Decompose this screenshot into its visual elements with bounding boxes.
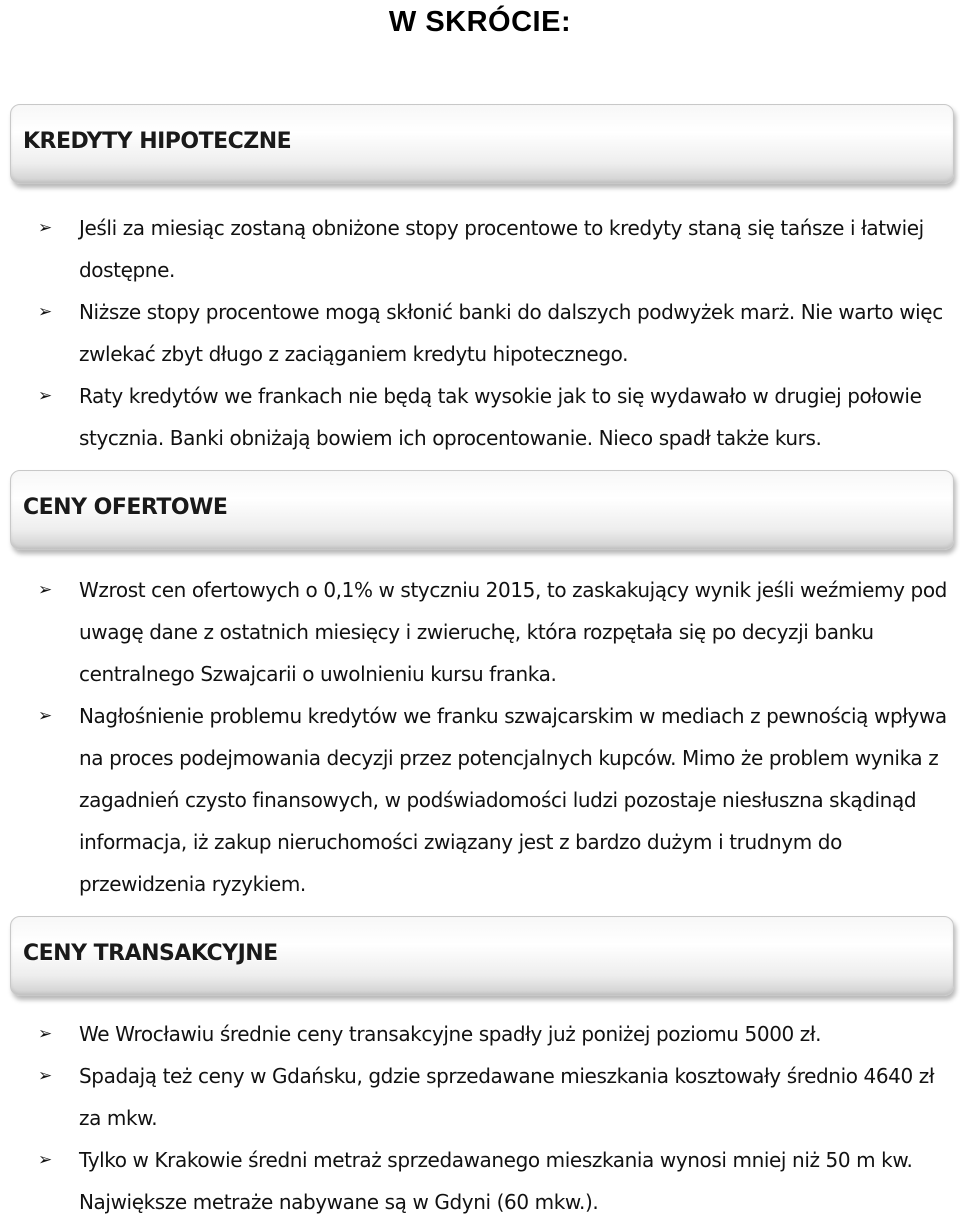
bullet-list-kredyty-hipoteczne	[38, 207, 958, 459]
list-item-text: Jeśli za miesiąc zostaną obniżone stopy procentowe to kredyty staną się tańsze i łatwiej dostępne.	[79, 216, 924, 282]
section-header-ceny-transakcyjne	[10, 916, 954, 996]
list-item-text: Nagłośnienie problemu kredytów we franku szwajcarskim w mediach z pewnością wpływa na proces podejmowania decyzji przez potencjalnych kupców. Mimo że problem wynika z zagadnień czysto finansowych, w podświadomości ludzi pozostaje niesłuszna skądinąd informacja, iż zakup nieruchomości związany jest z bardzo dużym i trudnym do przewidzenia ryzykiem.	[79, 704, 947, 896]
list-item-text: Wzrost cen ofertowych o 0,1% w styczniu 2015, to zaskakujący wynik jeśli weźmiemy pod uwagę dane z ostatnich miesięcy i zwieruchę, która rozpętała się po decyzji banku centralnego Szwajcarii o uwolnieniu kursu franka.	[79, 578, 947, 686]
list-item	[38, 291, 958, 375]
list-item-text: Raty kredytów we frankach nie będą tak wysokie jak to się wydawało w drugiej połowie stycznia. Banki obniżają bowiem ich oprocentowanie. Nieco spadł także kurs.	[79, 384, 922, 450]
list-item	[38, 375, 958, 459]
list-item	[38, 1139, 958, 1223]
list-item-text: Niższe stopy procentowe mogą skłonić banki do dalszych podwyżek marż. Nie warto więc zwlekać zbyt długo z zaciąganiem kredytu hipotecznego.	[79, 300, 943, 366]
bullet-list-ceny-ofertowe	[38, 569, 958, 905]
list-item	[38, 1013, 958, 1055]
list-item	[38, 569, 958, 695]
section-header-kredyty-hipoteczne	[10, 104, 954, 184]
section-heading: KREDYTY HIPOTECZNE	[23, 129, 292, 154]
section-header-ceny-ofertowe	[10, 470, 954, 550]
arrow-right-icon: ➢	[38, 302, 52, 322]
page-title: W SKRÓCIE:	[388, 6, 572, 38]
arrow-right-icon: ➢	[38, 1150, 52, 1170]
arrow-right-icon: ➢	[38, 1024, 52, 1044]
section-heading: CENY OFERTOWE	[23, 495, 228, 520]
arrow-right-icon: ➢	[38, 706, 52, 726]
bullet-list-ceny-transakcyjne	[38, 1013, 958, 1223]
section-heading: CENY TRANSAKCYJNE	[23, 941, 278, 966]
arrow-right-icon: ➢	[38, 386, 52, 406]
arrow-right-icon: ➢	[38, 218, 52, 238]
arrow-right-icon: ➢	[38, 1066, 52, 1086]
arrow-right-icon: ➢	[38, 580, 52, 600]
list-item	[38, 695, 958, 905]
list-item-text: We Wrocławiu średnie ceny transakcyjne spadły już poniżej poziomu 5000 zł.	[79, 1022, 822, 1046]
list-item-text: Tylko w Krakowie średni metraż sprzedawanego mieszkania wynosi mniej niż 50 m kw. Największe metraże nabywane są w Gdyni (60 mkw.).	[79, 1148, 913, 1214]
list-item	[38, 207, 958, 291]
list-item-text: Spadają też ceny w Gdańsku, gdzie sprzedawane mieszkania kosztowały średnio 4640 zł za mkw.	[79, 1064, 935, 1130]
list-item	[38, 1055, 958, 1139]
